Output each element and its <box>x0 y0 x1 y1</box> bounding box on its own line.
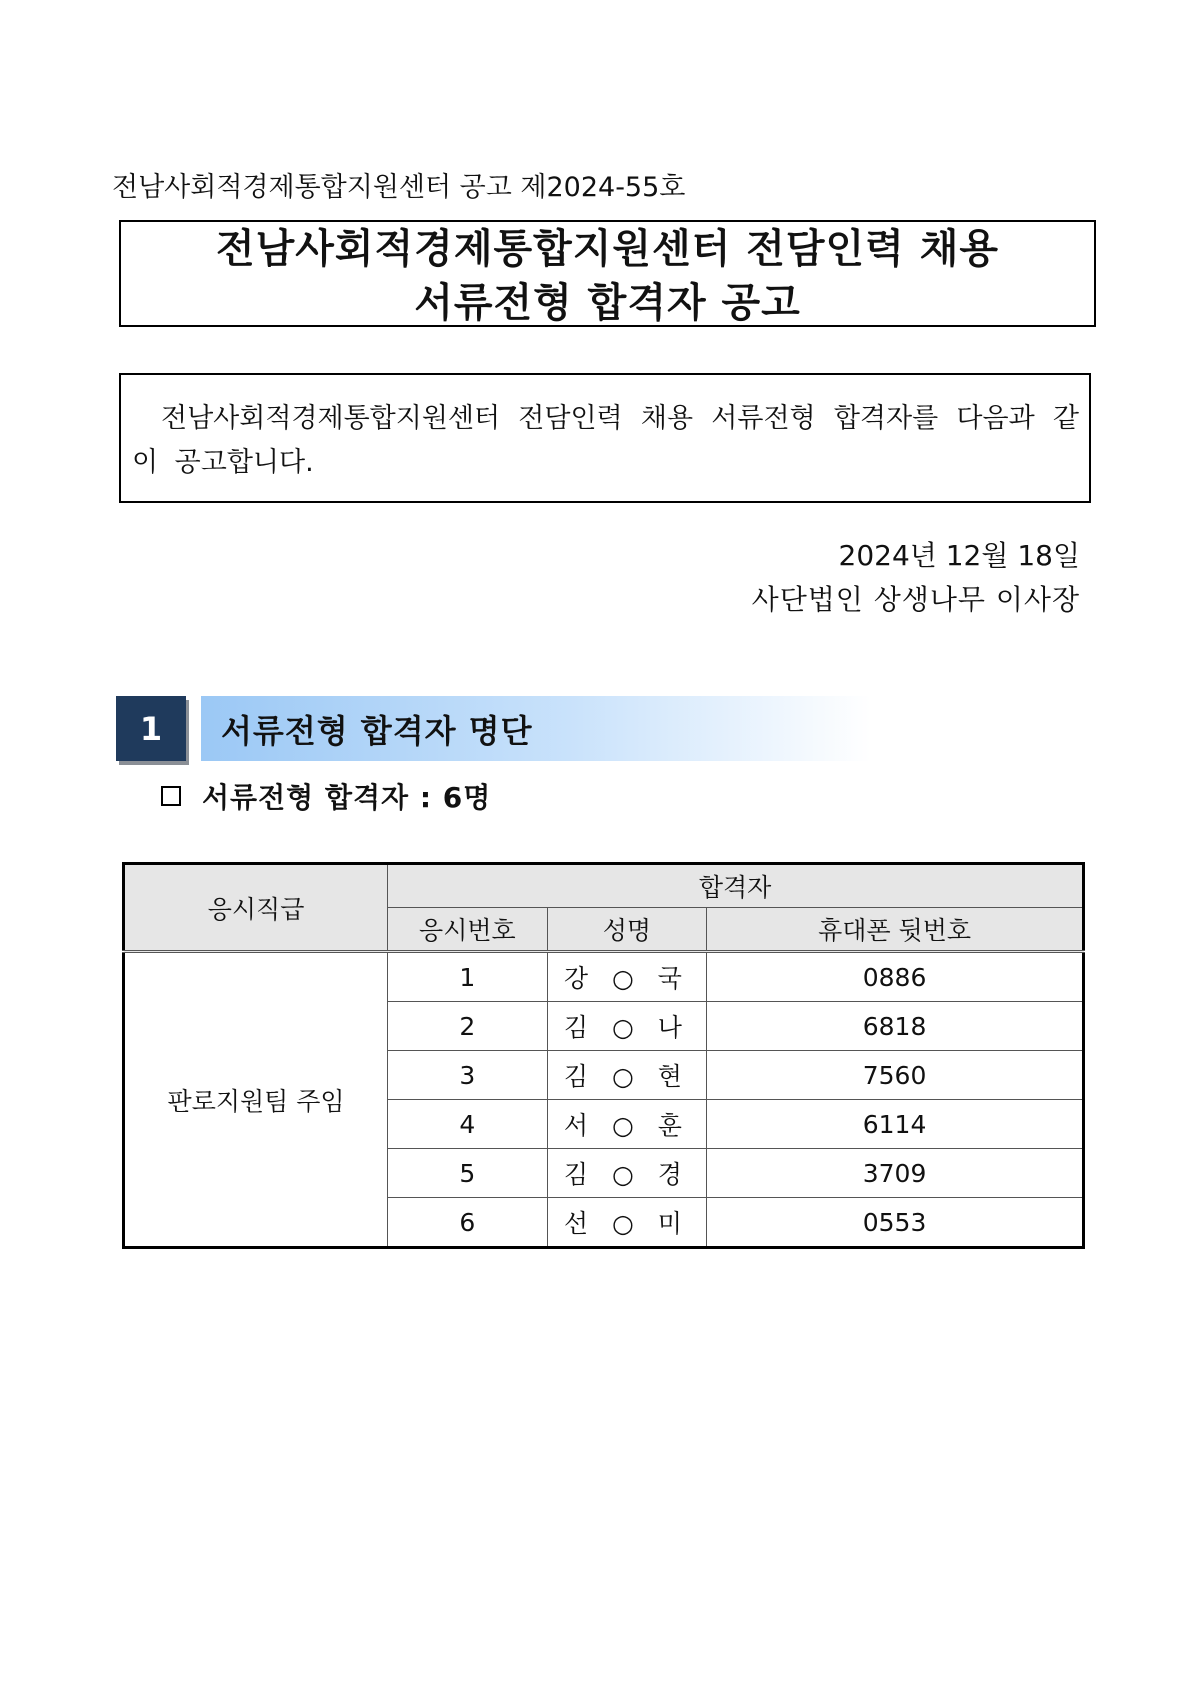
passer-count: 서류전형 합격자 : 6명 <box>202 781 492 814</box>
header-passers: 합격자 <box>388 864 1084 908</box>
exam-no-cell: 1 <box>388 952 548 1002</box>
title-line-2: 서류전형 합격자 공고 <box>414 280 801 326</box>
section-number: 1 <box>116 696 186 761</box>
name-cell: 김 ○ 현 <box>547 1051 707 1100</box>
checkbox-icon <box>161 786 181 806</box>
name-cell: 김 ○ 나 <box>547 1002 707 1051</box>
exam-no-cell: 4 <box>388 1100 548 1149</box>
name-cell: 강 ○ 국 <box>547 952 707 1002</box>
title-box <box>119 220 1096 327</box>
phone-cell: 0886 <box>707 952 1084 1002</box>
header-phone: 휴대폰 뒷번호 <box>707 908 1084 952</box>
exam-no-cell: 3 <box>388 1051 548 1100</box>
exam-no-cell: 2 <box>388 1002 548 1051</box>
title-line-1: 전남사회적경제통합지원센터 전담인력 채용 <box>215 226 999 272</box>
phone-cell: 7560 <box>707 1051 1084 1100</box>
exam-no-cell: 5 <box>388 1149 548 1198</box>
name-cell: 선 ○ 미 <box>547 1198 707 1248</box>
signer: 사단법인 상생나무 이사장 <box>751 583 1080 616</box>
exam-no-cell: 6 <box>388 1198 548 1248</box>
header-position: 응시직급 <box>124 864 388 952</box>
intro-text: 전남사회적경제통합지원센터 전담인력 채용 서류전형 합격자를 다음과 같이 공고합니다. <box>119 373 1091 503</box>
header-exam-no: 응시번호 <box>388 908 548 952</box>
phone-cell: 6818 <box>707 1002 1084 1051</box>
notice-number: 전남사회적경제통합지원센터 공고 제2024-55호 <box>112 172 686 203</box>
notice-date: 2024년 12월 18일 <box>838 539 1080 572</box>
header-name: 성명 <box>547 908 707 952</box>
position-cell: 판로지원팀 주임 <box>124 952 388 1248</box>
name-cell: 서 ○ 훈 <box>547 1100 707 1149</box>
phone-cell: 3709 <box>707 1149 1084 1198</box>
name-cell: 김 ○ 경 <box>547 1149 707 1198</box>
section-title: 서류전형 합격자 명단 <box>221 712 533 750</box>
phone-cell: 6114 <box>707 1100 1084 1149</box>
result-table <box>122 862 1085 1249</box>
table-header-row <box>124 864 1084 908</box>
phone-cell: 0553 <box>707 1198 1084 1248</box>
table-row <box>124 952 1084 1002</box>
